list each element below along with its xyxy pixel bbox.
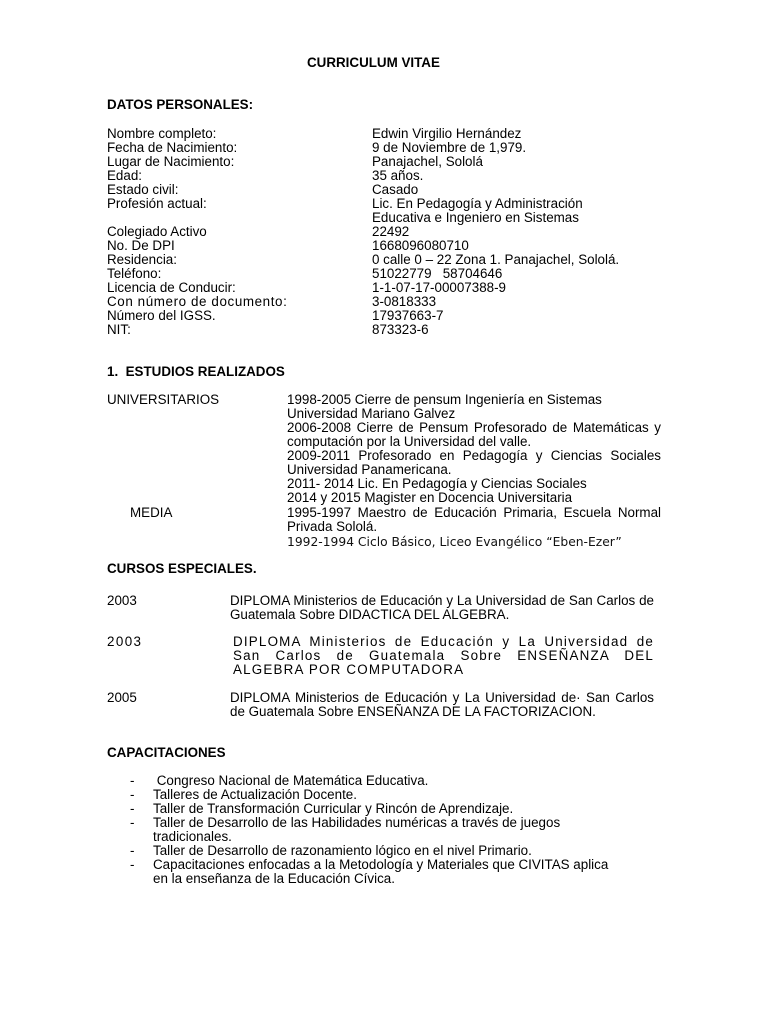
personal-value: 35 años. <box>372 168 424 183</box>
study-entry: 1992-1994 Ciclo Básico, Liceo Evangélico “Eben-Ezer” <box>287 535 622 549</box>
course-year: 2005 <box>107 690 137 705</box>
course-text <box>230 594 654 622</box>
study-entry: 2014 y 2015 Magister en Docencia Universitaria <box>287 490 573 505</box>
personal-value: 873323-6 <box>372 322 429 337</box>
personal-label: Colegiado Activo <box>107 224 207 239</box>
personal-value: Educativa e Ingeniero en Sistemas <box>372 210 579 225</box>
personal-value: Casado <box>372 182 419 197</box>
page-title: CURRICULUM VITAE <box>307 55 440 70</box>
training-item: Taller de Desarrollo de razonamiento lógico en el nivel Primario. <box>153 843 532 858</box>
bullet-dash: - <box>130 801 135 816</box>
course-text: DIPLOMA Ministerios de Educación y La Universidad de San Carlos de Guatemala Sobre ENSEÑANZA DEL ALGEBRA POR COMPUTADORA <box>233 634 654 678</box>
course-year: 2003 <box>107 634 143 649</box>
course-year: 2003 <box>107 593 137 608</box>
study-entry: 2011- 2014 Lic. En Pedagogía y Ciencias Sociales <box>287 476 587 491</box>
personal-label: Licencia de Conducir: <box>107 280 236 295</box>
bullet-dash: - <box>130 815 135 830</box>
bullet-dash: - <box>130 857 135 872</box>
personal-label: Fecha de Nacimiento: <box>107 140 238 155</box>
course-text-content: DIPLOMA Ministerios de Educación y La Universidad de San Carlos de Guatemala Sobre DIDACTICA DEL ALGEBRA. <box>230 593 654 623</box>
training-item: Capacitaciones enfocadas a la Metodología y Materiales que CIVITAS aplica en la enseñanza de la Educación Cívica. <box>153 857 609 887</box>
training-heading: CAPACITACIONES <box>107 745 226 760</box>
bullet-dash: - <box>130 843 135 858</box>
training-item: Congreso Nacional de Matemática Educativa. <box>153 773 429 788</box>
personal-value: Lic. En Pedagogía y Administración <box>372 196 583 211</box>
personal-value: Panajachel, Sololá <box>372 154 483 169</box>
bullet-dash: - <box>130 773 135 788</box>
training-item: Taller de Desarrollo de las Habilidades numéricas a través de juegos tradicionales. <box>153 815 561 845</box>
personal-value: 1668096080710 <box>372 238 469 253</box>
personal-value: 22492 <box>372 224 410 239</box>
bullet-dash: - <box>130 787 135 802</box>
studies-heading: 1. ESTUDIOS REALIZADOS <box>107 364 285 379</box>
personal-heading: DATOS PERSONALES: <box>107 97 254 112</box>
personal-value: Edwin Virgilio Hernández <box>372 126 522 141</box>
personal-value: 51022779 58704646 <box>372 266 503 281</box>
study-entry: Universidad Mariano Galvez <box>287 406 456 421</box>
media-label: MEDIA <box>130 505 173 520</box>
personal-label: No. De DPI <box>107 238 175 253</box>
study-entry: 1998-2005 Cierre de pensum Ingeniería en Sistemas <box>287 392 602 407</box>
personal-value: 1-1-07-17-00007388-9 <box>372 280 507 295</box>
personal-label: Estado civil: <box>107 182 179 197</box>
personal-value: 9 de Noviembre de 1,979. <box>372 140 527 155</box>
personal-label: Con número de documento: <box>107 294 288 309</box>
personal-label: Nombre completo: <box>107 126 217 141</box>
personal-value: 17937663-7 <box>372 308 444 323</box>
study-entry: 1995-1997 Maestro de Educación Primaria, Escuela Normal Privada Sololá. <box>287 505 661 535</box>
personal-value: 3-0818333 <box>372 294 437 309</box>
personal-label: Residencia: <box>107 252 177 267</box>
personal-label: Edad: <box>107 168 142 183</box>
course-text: DIPLOMA Ministerios de Educación y La Universidad de· San Carlos de Guatemala Sobre ENSEÑANZA DE LA FACTORIZACION. <box>230 690 654 720</box>
training-item: Taller de Transformación Curricular y Rincón de Aprendizaje. <box>153 801 514 816</box>
study-entry: 2009-2011 Profesorado en Pedagogía y Ciencias Sociales Universidad Panamericana. <box>287 448 661 478</box>
personal-value: 0 calle 0 – 22 Zona 1. Panajachel, Sololá. <box>372 252 620 267</box>
personal-label: Número del IGSS. <box>107 308 216 323</box>
personal-label: Profesión actual: <box>107 196 207 211</box>
universitarios-label: UNIVERSITARIOS <box>107 392 220 407</box>
courses-heading: CURSOS ESPECIALES. <box>107 561 257 576</box>
training-item: Talleres de Actualización Docente. <box>153 787 357 802</box>
personal-label: NIT: <box>107 322 131 337</box>
personal-label: Lugar de Nacimiento: <box>107 154 235 169</box>
personal-label: Teléfono: <box>107 266 162 281</box>
study-entry: 2006-2008 Cierre de Pensum Profesorado de Matemáticas y computación por la Universidad del valle. <box>287 420 661 450</box>
